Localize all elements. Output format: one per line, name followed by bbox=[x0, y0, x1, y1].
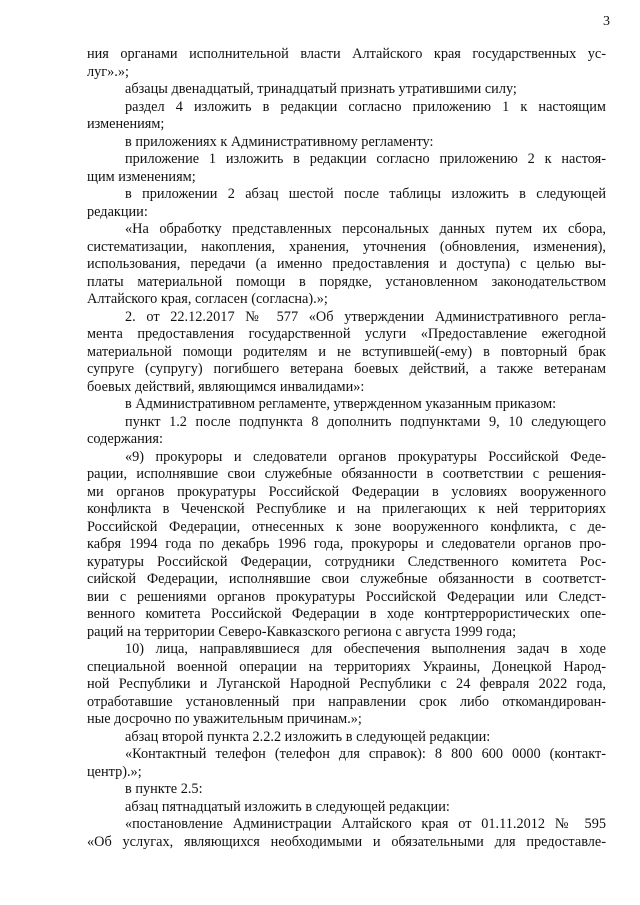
text-line: изменениям; bbox=[87, 116, 165, 132]
text-line: в приложении 2 абзац шестой после таблицы изложить в следующей bbox=[125, 186, 606, 202]
text-line: конфликта в Чеченской Республике и на прилегающих к ней территориях bbox=[87, 501, 606, 517]
text-line: абзацы двенадцатый, тринадцатый признать утратившими силу; bbox=[125, 81, 517, 97]
text-line: раций на территории Северо-Кавказского региона с августа 1999 года; bbox=[87, 623, 517, 640]
text-line: сийской Федерации, исполнявшие свои служебные обязанности в соответст- bbox=[87, 571, 606, 587]
text-line: абзац пятнадцатый изложить в следующей редакции: bbox=[125, 798, 450, 815]
text-line: редакции: bbox=[87, 203, 148, 220]
text-line: щим изменениям; bbox=[87, 168, 196, 185]
text-line: в пункте 2.5: bbox=[125, 781, 203, 797]
text-line: отработавшие установленный при направлении срок либо откомандирован- bbox=[87, 693, 606, 710]
text-line: ные досрочно по уважительным причинам.»; bbox=[87, 711, 362, 727]
text-line: супруге (супругу) погибшего ветерана боевых действий, а также ветеранам bbox=[87, 361, 606, 377]
text-line: материальной помощи родителям и не вступившей(-ему) в повторный брак bbox=[87, 343, 606, 360]
text-line: абзац второй пункта 2.2.2 изложить в следующей редакции: bbox=[125, 728, 491, 745]
text-line: кабря 1994 года по декабрь 1996 года, прокуроры и следователи органов про- bbox=[87, 536, 606, 552]
text-line: «Об услугах, являющихся необходимыми и обязательными для предоставле- bbox=[87, 833, 606, 850]
text-line: систематизации, накопления, хранения, уточнения (обновления, изменения), bbox=[87, 238, 606, 255]
document-body bbox=[87, 46, 606, 851]
text-line: вии с решениями органов прокуратуры Российской Федерации или Следст- bbox=[87, 588, 606, 605]
text-line: «На обработку представленных персональных данных путем их сбора, bbox=[125, 221, 606, 237]
text-line: куратуры Российской Федерации, сотрудники Следственного комитета Рос- bbox=[87, 553, 606, 570]
text-line: Российской Федерации, отнесенных к зоне вооруженного конфликта, с де- bbox=[87, 518, 606, 535]
text-line: приложение 1 изложить в редакции согласно приложению 2 к настоя- bbox=[125, 151, 606, 167]
text-line: рации, исполнявшие свои служебные обязанности в соответствии с решения- bbox=[87, 466, 606, 482]
text-line: «Контактный телефон (телефон для справок): 8 800 600 0000 (контакт- bbox=[125, 746, 606, 762]
text-line: 10) лица, направлявшиеся для обеспечения выполнения задач в ходе bbox=[125, 641, 606, 657]
text-line: раздел 4 изложить в редакции согласно приложению 1 к настоящим bbox=[125, 98, 606, 115]
text-line: «9) прокуроры и следователи органов прокуратуры Российской Феде- bbox=[125, 448, 606, 465]
text-line: в Административном регламенте, утвержденном указанным приказом: bbox=[125, 396, 557, 412]
text-line: 2. от 22.12.2017 № 577 «Об утверждении Административного регла- bbox=[125, 308, 606, 325]
text-line: ния органами исполнительной власти Алтайского края государственных ус- bbox=[87, 46, 606, 62]
text-line: венного комитета Российской Федерации в ходе контртеррористических опе- bbox=[87, 606, 606, 622]
text-line: содержания: bbox=[87, 431, 163, 447]
text-line: мента предоставления государственной услуги «Предоставление ежегодной bbox=[87, 326, 606, 342]
text-line: специальной военной операции на территориях Украины, Донецкой Народ- bbox=[87, 658, 606, 675]
text-line: «постановление Администрации Алтайского края от 01.11.2012 № 595 bbox=[125, 816, 606, 832]
text-line: центр).»; bbox=[87, 763, 142, 780]
text-line: платы материальной помощи в порядке, установленном законодательством bbox=[87, 273, 606, 290]
text-line: луг».»; bbox=[87, 63, 129, 80]
text-line: ми органов прокуратуры Российской Федерации в условиях вооруженного bbox=[87, 483, 606, 500]
page-number: 3 bbox=[603, 14, 610, 29]
text-line: Алтайского края, согласен (согласна).»; bbox=[87, 291, 328, 307]
text-line: ной Республики и Луганской Народной Республики с 24 февраля 2022 года, bbox=[87, 676, 606, 692]
text-line: боевых действий, являющимся инвалидами»: bbox=[87, 378, 365, 395]
text-line: пункт 1.2 после подпункта 8 дополнить подпунктами 9, 10 следующего bbox=[125, 413, 606, 430]
text-line: использования, передачи (а именно предоставления и доступа) с целью вы- bbox=[87, 256, 606, 272]
text-line: в приложениях к Административному регламенту: bbox=[125, 133, 434, 150]
